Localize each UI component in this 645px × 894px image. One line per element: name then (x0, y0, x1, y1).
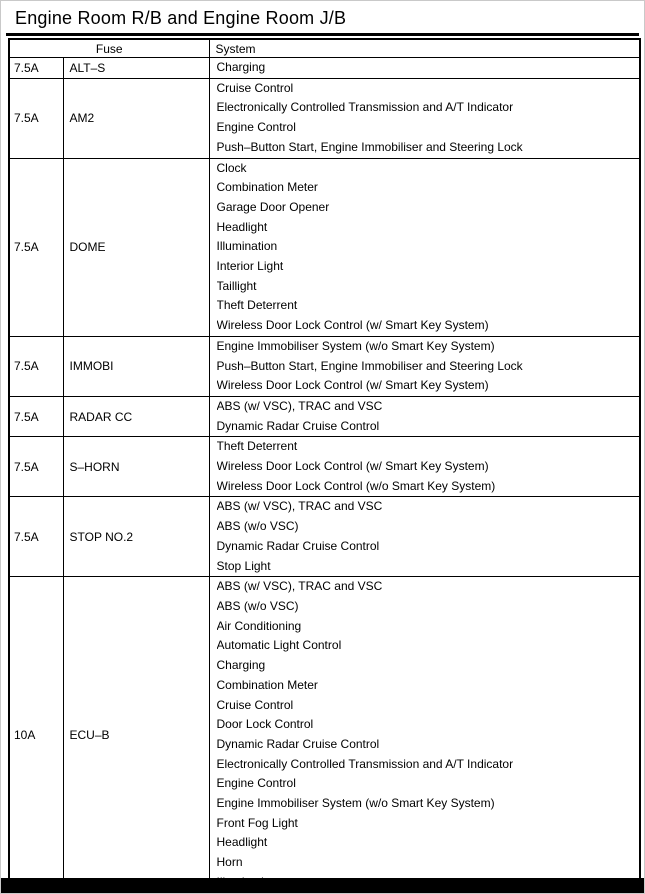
fuse-row (9, 158, 640, 336)
fuse-amperage: 7.5A (9, 158, 63, 336)
fuse-systems-cell (209, 437, 640, 497)
system-item: Engine Immobiliser System (w/o Smart Key System) (216, 796, 495, 811)
system-item: ABS (w/o VSC) (216, 519, 299, 534)
system-item: Garage Door Opener (216, 199, 330, 214)
fuse-amperage: 7.5A (9, 497, 63, 577)
fuse-name: STOP NO.2 (63, 497, 209, 577)
fuse-table (8, 38, 641, 894)
fuse-systems-cell (209, 577, 640, 894)
fuse-name: ALT–S (63, 58, 209, 79)
fuse-row (9, 336, 640, 396)
system-item: Door Lock Control (216, 717, 314, 732)
page-cut-off-bar (1, 878, 644, 893)
system-item: Dynamic Radar Cruise Control (216, 538, 380, 553)
fuse-table-body (9, 58, 640, 894)
fuse-amperage: 10A (9, 577, 63, 894)
page-title: Engine Room R/B and Engine Room J/B (15, 8, 347, 28)
fuse-row (9, 78, 640, 158)
fuse-amperage: 7.5A (9, 78, 63, 158)
system-item: Cruise Control (216, 80, 294, 95)
system-item: Push–Button Start, Engine Immobiliser and Steering Lock (216, 139, 523, 154)
system-item: Wireless Door Lock Control (w/ Smart Key System) (216, 459, 489, 474)
system-item: Wireless Door Lock Control (w/ Smart Key System) (216, 378, 489, 393)
system-item: Stop Light (216, 558, 271, 573)
system-item: Engine Control (216, 120, 296, 135)
fuse-name: S–HORN (63, 437, 209, 497)
fuse-row (9, 497, 640, 577)
system-item: Wireless Door Lock Control (w/ Smart Key System) (216, 318, 489, 333)
fuse-systems-cell (209, 58, 640, 79)
system-item: Wireless Door Lock Control (w/o Smart Key System) (216, 478, 496, 493)
table-header-row (9, 39, 640, 58)
system-item: Theft Deterrent (216, 298, 298, 313)
system-item: Combination Meter (216, 677, 318, 692)
system-item: Dynamic Radar Cruise Control (216, 736, 380, 751)
system-item: Clock (216, 160, 247, 175)
fuse-systems-cell (209, 396, 640, 436)
fuse-amperage: 7.5A (9, 336, 63, 396)
system-item: ABS (w/ VSC), TRAC and VSC (216, 579, 383, 594)
system-item: Push–Button Start, Engine Immobiliser and Steering Lock (216, 358, 523, 373)
system-item: Charging (216, 658, 266, 673)
system-item: Dynamic Radar Cruise Control (216, 418, 380, 433)
fuse-row (9, 396, 640, 436)
system-item: Taillight (216, 278, 257, 293)
fuse-amperage: 7.5A (9, 437, 63, 497)
fuse-name: DOME (63, 158, 209, 336)
system-item: Automatic Light Control (216, 638, 342, 653)
fuse-systems-cell (209, 497, 640, 577)
fuse-systems-cell (209, 158, 640, 336)
fuse-name: IMMOBI (63, 336, 209, 396)
fuse-row (9, 577, 640, 894)
fuse-name: ECU–B (63, 577, 209, 894)
fuse-row (9, 58, 640, 79)
system-item: Electronically Controlled Transmission and A/T Indicator (216, 100, 514, 115)
system-item: Headlight (216, 835, 268, 850)
fuse-row (9, 437, 640, 497)
system-item: Engine Immobiliser System (w/o Smart Key System) (216, 338, 495, 353)
system-item: ABS (w/o VSC) (216, 598, 299, 613)
fuse-amperage: 7.5A (9, 396, 63, 436)
system-item: Horn (216, 855, 243, 870)
system-item: Cruise Control (216, 697, 294, 712)
fuse-systems-cell (209, 78, 640, 158)
system-item: Interior Light (216, 259, 284, 274)
system-item: Front Fog Light (216, 815, 298, 830)
fuse-column-header: Fuse (9, 39, 209, 58)
title-divider (6, 33, 639, 36)
system-item: ABS (w/ VSC), TRAC and VSC (216, 499, 383, 514)
system-item: Theft Deterrent (216, 439, 298, 454)
fuse-amperage: 7.5A (9, 58, 63, 79)
system-item: Illumination (216, 239, 278, 254)
fuse-name: RADAR CC (63, 396, 209, 436)
system-column-header: System (209, 39, 640, 58)
system-item: Air Conditioning (216, 618, 302, 633)
system-item: Electronically Controlled Transmission and A/T Indicator (216, 756, 514, 771)
system-item: Headlight (216, 219, 268, 234)
system-item: Charging (216, 60, 266, 74)
system-item: ABS (w/ VSC), TRAC and VSC (216, 398, 383, 413)
fuse-name: AM2 (63, 78, 209, 158)
system-item: Engine Control (216, 776, 296, 791)
system-item: Combination Meter (216, 180, 318, 195)
fuse-systems-cell (209, 336, 640, 396)
